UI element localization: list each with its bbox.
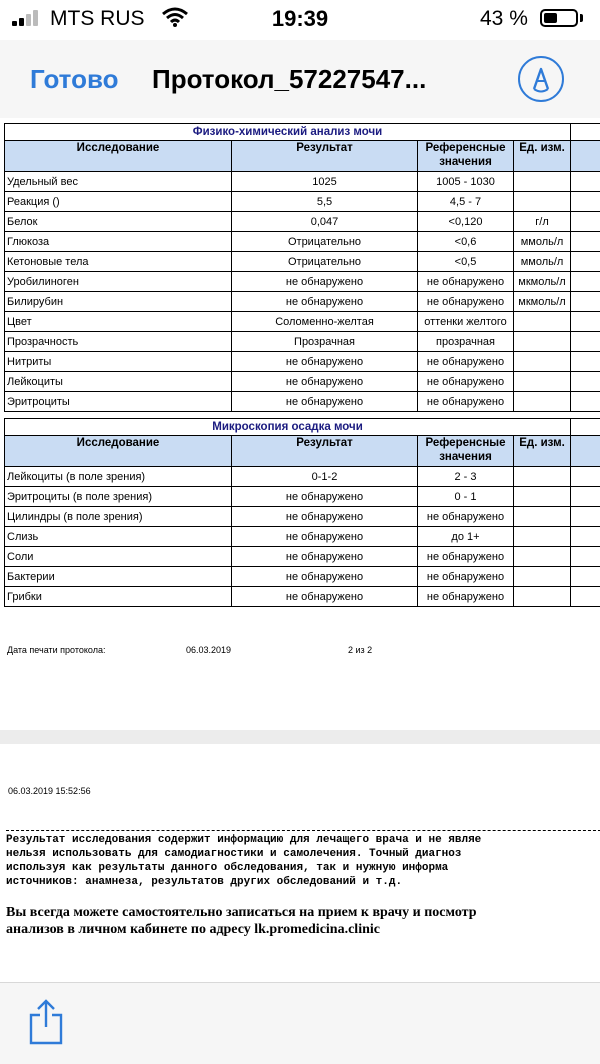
cell-test: Эритроциты [5, 392, 232, 412]
carrier-name: MTS RUS [50, 7, 145, 31]
cell-blank [571, 172, 600, 192]
cell-test: Цилиндры (в поле зрения) [5, 507, 232, 527]
microscopy-table [4, 418, 600, 607]
cell-ref: <0,120 [418, 212, 514, 232]
table-row [5, 272, 600, 292]
cell-unit: ммоль/л [514, 252, 571, 272]
cell-ref: не обнаружено [418, 272, 514, 292]
cell-blank [571, 372, 600, 392]
cell-test: Глюкоза [5, 232, 232, 252]
table-row [5, 547, 600, 567]
cell-unit [514, 332, 571, 352]
text-line: нельзя использовать для самодиагностики и самолечения. Точный диагноз [6, 847, 600, 861]
cell-ref: <0,6 [418, 232, 514, 252]
header-ref: Референсные значения [418, 436, 514, 467]
cell-result: не обнаружено [232, 372, 418, 392]
cell-result: не обнаружено [232, 292, 418, 312]
battery-percent: 43 % [480, 7, 528, 31]
table-row [5, 487, 600, 507]
table-row [5, 172, 600, 192]
header-result: Результат [232, 141, 418, 172]
cell-blank [571, 467, 600, 487]
cell-blank [571, 507, 600, 527]
text-line: источников: анамнеза, результатов других обследований и т.д. [6, 875, 600, 889]
header-test: Исследование [5, 141, 232, 172]
cell-blank [571, 212, 600, 232]
cell-ref: не обнаружено [418, 587, 514, 607]
table-row [5, 312, 600, 332]
done-button[interactable]: Готово [30, 64, 118, 95]
table-row [5, 212, 600, 232]
table-row [5, 587, 600, 607]
cell-unit [514, 372, 571, 392]
table-header [5, 436, 600, 467]
cell-blank [571, 332, 600, 352]
cell-test: Белок [5, 212, 232, 232]
table-row [5, 352, 600, 372]
cell-unit [514, 487, 571, 507]
cell-unit [514, 467, 571, 487]
table-row [5, 192, 600, 212]
table-row [5, 372, 600, 392]
cell-unit: мкмоль/л [514, 292, 571, 312]
cell-unit [514, 507, 571, 527]
cell-ref: прозрачная [418, 332, 514, 352]
table-row [5, 507, 600, 527]
cell-unit [514, 192, 571, 212]
text-line: используя как результаты данного обследования, так и нужную информа [6, 861, 600, 875]
cell-ref: 1005 - 1030 [418, 172, 514, 192]
cell-test: Удельный вес [5, 172, 232, 192]
table-row [5, 292, 600, 312]
cell-blank [571, 272, 600, 292]
cell-result: Прозрачная [232, 332, 418, 352]
table-header [5, 141, 600, 172]
table-row [5, 567, 600, 587]
section-title-row [5, 419, 600, 436]
cell-ref: до 1+ [418, 527, 514, 547]
cell-unit [514, 392, 571, 412]
cell-unit [514, 587, 571, 607]
cell-blank [571, 252, 600, 272]
navigation-bar [0, 40, 600, 118]
cell-unit [514, 312, 571, 332]
cell-result: не обнаружено [232, 527, 418, 547]
text-line: Результат исследования содержит информацию для лечащего врача и не являе [6, 833, 600, 847]
cell-blank [571, 352, 600, 372]
cell-result: не обнаружено [232, 587, 418, 607]
battery-cap [580, 14, 583, 22]
print-date-label: Дата печати протокола: [7, 645, 105, 655]
header-result: Результат [232, 436, 418, 467]
section-title-row [5, 124, 600, 141]
document-page-2 [0, 118, 600, 730]
cell-unit [514, 527, 571, 547]
cell-ref: не обнаружено [418, 507, 514, 527]
markup-button[interactable] [518, 56, 564, 102]
disclaimer-text [6, 833, 600, 889]
header-unit: Ед. изм. [514, 436, 571, 467]
chemistry-table [4, 123, 600, 412]
cell-blank [571, 192, 600, 212]
cell-unit: мкмоль/л [514, 272, 571, 292]
document-title: Протокол_57227547... [152, 64, 426, 95]
table-row [5, 467, 600, 487]
table-row [5, 252, 600, 272]
share-icon[interactable] [28, 999, 64, 1045]
header-blank [571, 141, 600, 172]
cell-result: 0,047 [232, 212, 418, 232]
cell-test: Соли [5, 547, 232, 567]
cell-test: Цвет [5, 312, 232, 332]
cell-result: Отрицательно [232, 252, 418, 272]
cell-unit: ммоль/л [514, 232, 571, 252]
chemistry-title: Физико-химический анализ мочи [5, 124, 571, 141]
cell-test: Бактерии [5, 567, 232, 587]
text-line: Вы всегда можете самостоятельно записаться на прием к врачу и посмотр [6, 904, 476, 921]
cell-ref: не обнаружено [418, 372, 514, 392]
cell-ref: не обнаружено [418, 292, 514, 312]
print-timestamp: 06.03.2019 15:52:56 [8, 786, 91, 796]
cell-result: не обнаружено [232, 507, 418, 527]
status-bar [0, 0, 600, 40]
header-ref: Референсные значения [418, 141, 514, 172]
cell-result: не обнаружено [232, 352, 418, 372]
table-row [5, 332, 600, 352]
cabinet-text [6, 904, 476, 938]
cell-result: не обнаружено [232, 392, 418, 412]
cell-test: Нитриты [5, 352, 232, 372]
cell-result: 1025 [232, 172, 418, 192]
table-row [5, 232, 600, 252]
cell-ref: 2 - 3 [418, 467, 514, 487]
cell-test: Уробилиноген [5, 272, 232, 292]
cell-unit [514, 172, 571, 192]
cell-test: Грибки [5, 587, 232, 607]
markup-icon [520, 58, 562, 100]
text-line: анализов в личном кабинете по адресу lk.promedicina.clinic [6, 921, 476, 938]
table-row [5, 527, 600, 547]
cell-ref: не обнаружено [418, 352, 514, 372]
cell-ref: оттенки желтого [418, 312, 514, 332]
cell-unit [514, 352, 571, 372]
header-unit: Ед. изм. [514, 141, 571, 172]
cell-unit: г/л [514, 212, 571, 232]
cell-test: Слизь [5, 527, 232, 547]
cell-blank [571, 312, 600, 332]
cell-blank [571, 547, 600, 567]
page-number: 2 из 2 [348, 645, 372, 655]
divider [6, 830, 600, 831]
cell-ref: 0 - 1 [418, 487, 514, 507]
cell-result: не обнаружено [232, 487, 418, 507]
battery-icon [540, 9, 578, 27]
cell-blank [571, 232, 600, 252]
cell-ref: не обнаружено [418, 567, 514, 587]
cell-ref: не обнаружено [418, 392, 514, 412]
microscopy-title: Микроскопия осадка мочи [5, 419, 571, 436]
clock: 19:39 [0, 6, 600, 32]
header-test: Исследование [5, 436, 232, 467]
cell-ref: 4,5 - 7 [418, 192, 514, 212]
print-date: 06.03.2019 [186, 645, 231, 655]
cell-blank [571, 587, 600, 607]
cell-blank [571, 567, 600, 587]
cell-result: не обнаружено [232, 547, 418, 567]
cell-test: Билирубин [5, 292, 232, 312]
cell-result: 5,5 [232, 192, 418, 212]
cell-result: 0-1-2 [232, 467, 418, 487]
cell-test: Прозрачность [5, 332, 232, 352]
cell-ref: не обнаружено [418, 547, 514, 567]
cell-result: Соломенно-желтая [232, 312, 418, 332]
cell-unit [514, 547, 571, 567]
cell-result: Отрицательно [232, 232, 418, 252]
cell-blank [571, 292, 600, 312]
cell-test: Лейкоциты (в поле зрения) [5, 467, 232, 487]
cell-blank [571, 527, 600, 547]
bottom-toolbar [0, 982, 600, 1064]
page-separator [0, 730, 600, 744]
cell-unit [514, 567, 571, 587]
header-blank [571, 436, 600, 467]
cell-test: Реакция () [5, 192, 232, 212]
cell-result: не обнаружено [232, 567, 418, 587]
cell-result: не обнаружено [232, 272, 418, 292]
cell-blank [571, 392, 600, 412]
cell-test: Лейкоциты [5, 372, 232, 392]
document-view[interactable] [0, 118, 600, 980]
cell-test: Эритроциты (в поле зрения) [5, 487, 232, 507]
table-row [5, 392, 600, 412]
cell-ref: <0,5 [418, 252, 514, 272]
cell-test: Кетоновые тела [5, 252, 232, 272]
cell-blank [571, 487, 600, 507]
